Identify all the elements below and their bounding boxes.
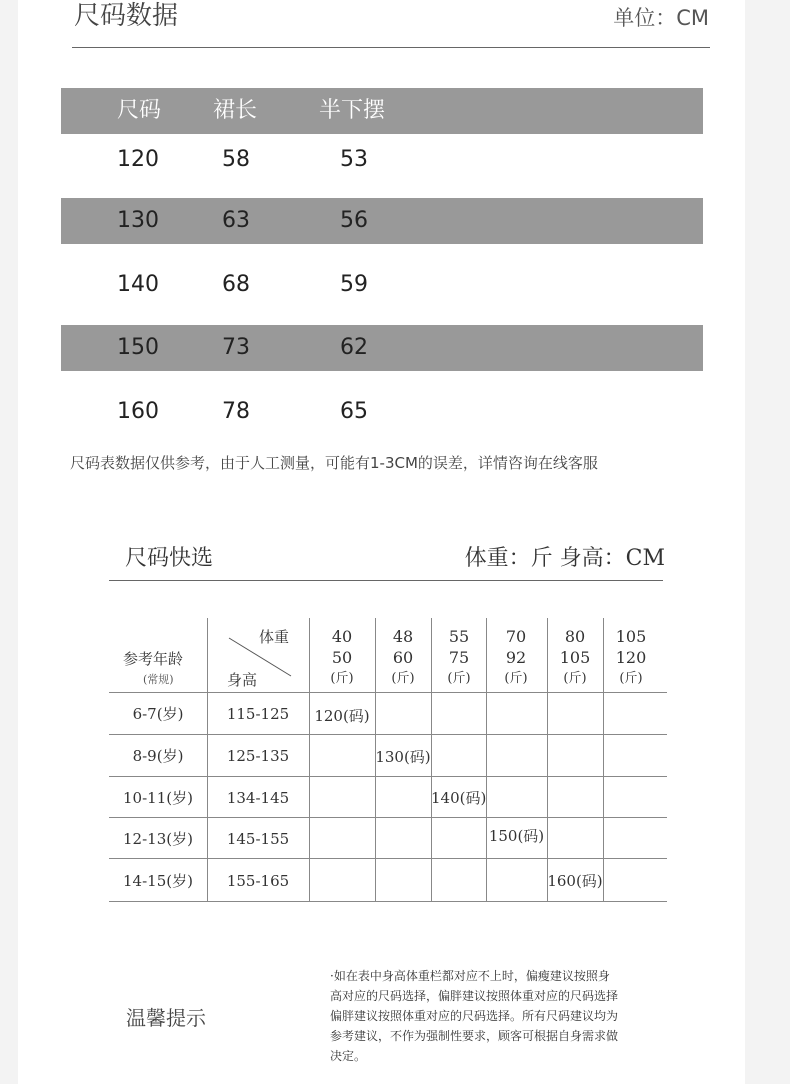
tips-text	[330, 966, 670, 1066]
cell-skirt-length: 58	[222, 147, 250, 172]
age-subheader: (常规)	[143, 673, 174, 686]
cell-size: 120	[117, 147, 159, 172]
weight-low: 55	[448, 627, 470, 646]
weight-high: 50	[331, 648, 353, 667]
cell-size: 130	[117, 208, 159, 233]
cell-skirt-length: 68	[222, 272, 250, 297]
weight-unit: (斤)	[447, 671, 471, 686]
height-header: 身高	[227, 671, 258, 689]
quick-select-title: 尺码快选	[125, 546, 214, 571]
cell-hem-width: 53	[340, 147, 368, 172]
tips-line: 参考建议，不作为强制性要求，顾客可根据自身需求做	[330, 1029, 619, 1043]
size-data-note: 尺码表数据仅供参考，由于人工测量，可能有1-3CM的误差，详情咨询在线客服	[70, 454, 598, 472]
cell-hem-width: 59	[340, 272, 368, 297]
grid-line	[109, 734, 667, 735]
table-row	[61, 134, 703, 198]
cell-hem-width: 65	[340, 399, 368, 424]
age-cell: 10-11(岁)	[123, 789, 193, 807]
cell-skirt-length: 63	[222, 208, 250, 233]
quick-select-table	[109, 618, 667, 902]
weight-high: 105	[559, 648, 591, 667]
table-row	[61, 325, 703, 371]
table-row	[61, 371, 703, 453]
weight-unit: (斤)	[391, 671, 415, 686]
height-cell: 145-155	[226, 830, 290, 848]
tips-line: 决定。	[330, 1049, 367, 1063]
weight-unit: (斤)	[504, 671, 528, 686]
grid-line	[109, 692, 667, 693]
size-cell: 140(码)	[431, 789, 487, 807]
grid-line	[109, 901, 667, 902]
cell-size: 150	[117, 335, 159, 360]
grid-line	[109, 817, 667, 818]
weight-column-header	[603, 626, 659, 689]
tips-title: 温馨提示	[126, 1006, 206, 1030]
weight-high: 92	[505, 648, 527, 667]
age-cell: 14-15(岁)	[123, 872, 193, 890]
height-cell: 134-145	[226, 789, 290, 807]
weight-column-header	[547, 626, 603, 689]
header-skirt-length: 裙长	[213, 98, 258, 123]
weight-low: 105	[615, 627, 647, 646]
weight-low: 70	[505, 627, 527, 646]
size-data-table	[61, 88, 703, 453]
table-row	[61, 244, 703, 325]
weight-unit: (斤)	[563, 671, 587, 686]
size-cell: 120(码)	[314, 707, 370, 725]
cell-size: 160	[117, 399, 159, 424]
tips-line: ·如在表中身高体重栏都对应不上时，偏瘦建议按照身	[330, 969, 610, 983]
age-cell: 8-9(岁)	[132, 747, 184, 765]
grid-line	[309, 618, 310, 902]
weight-column-header	[488, 626, 544, 689]
weight-column-header	[431, 626, 487, 689]
size-table-header	[61, 88, 703, 134]
weight-unit: (斤)	[330, 671, 354, 686]
tips-line: 高对应的尺码选择，偏胖建议按照体重对应的尺码选择	[330, 989, 619, 1003]
age-cell: 6-7(岁)	[132, 705, 184, 723]
weight-low: 48	[392, 627, 414, 646]
weight-column-header	[375, 626, 431, 689]
divider	[72, 47, 710, 48]
weight-low: 40	[331, 627, 353, 646]
tips-line: 偏胖建议按照体重对应的尺码选择。所有尺码建议均为	[330, 1009, 619, 1023]
weight-high: 75	[448, 648, 470, 667]
weight-high: 120	[615, 648, 647, 667]
size-data-title: 尺码数据	[74, 1, 179, 31]
cell-skirt-length: 73	[222, 335, 250, 360]
weight-header: 体重	[259, 628, 290, 646]
weight-high: 60	[392, 648, 414, 667]
cell-skirt-length: 78	[222, 399, 250, 424]
size-cell: 160(码)	[547, 872, 603, 890]
grid-line	[109, 776, 667, 777]
height-cell: 155-165	[226, 872, 290, 890]
divider	[109, 580, 663, 581]
table-row	[61, 198, 703, 244]
weight-column-header	[314, 626, 370, 689]
header-hem-width: 半下摆	[319, 98, 386, 123]
age-cell: 12-13(岁)	[123, 830, 193, 848]
weight-low: 80	[564, 627, 586, 646]
grid-line	[109, 858, 667, 859]
cell-hem-width: 62	[340, 335, 368, 360]
weight-unit: (斤)	[619, 671, 643, 686]
cell-hem-width: 56	[340, 208, 368, 233]
cell-size: 140	[117, 272, 159, 297]
size-cell: 130(码)	[375, 748, 431, 766]
height-cell: 115-125	[226, 705, 290, 723]
size-cell: 150(码)	[488, 827, 545, 845]
header-size: 尺码	[117, 98, 162, 123]
size-chart-page	[18, 0, 745, 1084]
quick-select-unit: 体重：斤 身高：CM	[464, 546, 665, 571]
size-data-unit: 单位：CM	[613, 6, 709, 30]
height-cell: 125-135	[226, 747, 290, 765]
age-header: 参考年龄	[123, 650, 184, 668]
